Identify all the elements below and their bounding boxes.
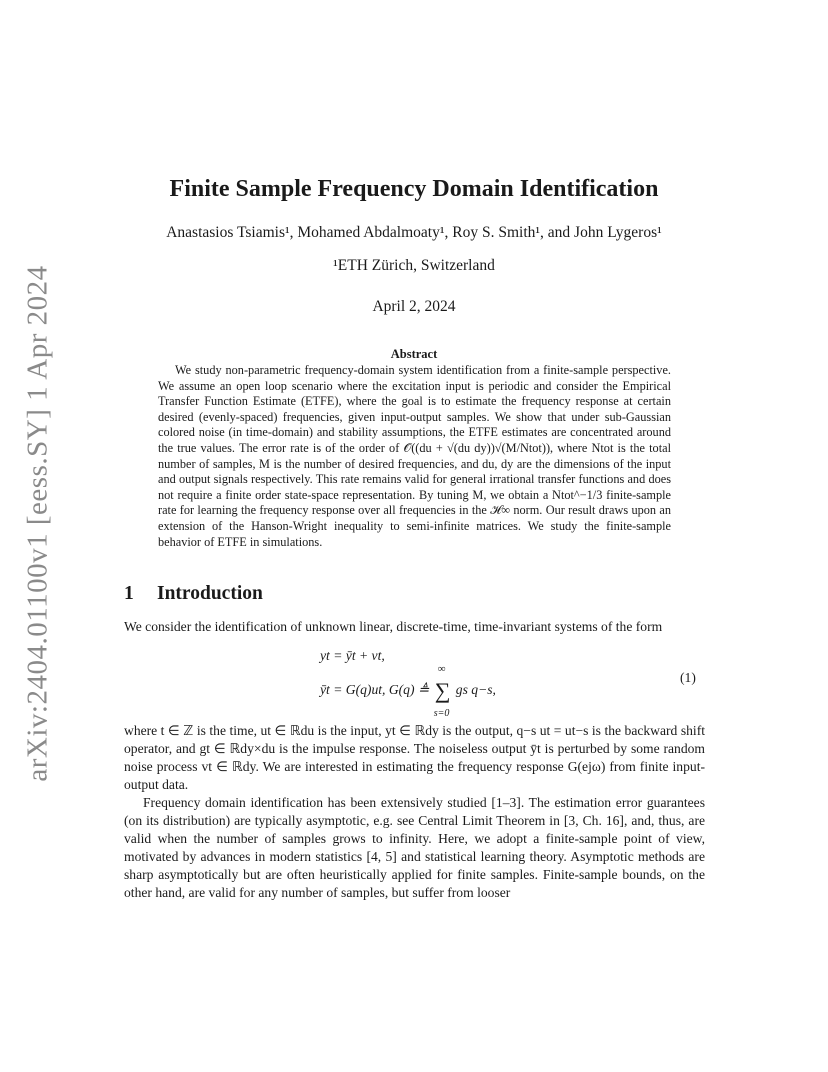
section-title: Introduction [157, 583, 263, 604]
equation-line-2: ȳt = G(q)ut, G(q) ≜ ∑ ∞ s=0 gs q−s, [320, 663, 496, 719]
publication-date: April 2, 2024 [372, 298, 456, 315]
abstract-text: We study non-parametric frequency-domain system identification from a finite-sample perspective. We assume an open loop scenario where the excitation input is periodic and consider the Empirical Transfer Function Estimate (ETFE), where the goal is to estimate the frequency response at certain desired (evenly-spaced) frequencies, given input-output samples. We show that under sub-Gaussian colored noise (in time-domain) and stability assumptions, the ETFE estimates are concentrated around the true values. The error rate is of the order of 𝒪((du + √(du dy))√(M/Ntot)), where Ntot is the total number of samples, M is the number of desired frequencies, and du, dy are the dimensions of the input and output signals respectively. This rate remains valid for general irrational transfer functions and does not require a finite order state-space representation. By tuning M, we obtain a Ntot^−1/3 finite-sample rate for learning the frequency response over all frequencies in the ℋ∞ norm. Our result draws upon an extension of the Hanson-Wright inequality to semi-infinite matrices. We study the finite-sample behavior of ETFE in simulations. [158, 363, 671, 549]
arxiv-id-text: arXiv:2404.01100v1 [eess.SY] 1 Apr 2024 [21, 264, 54, 782]
paper-title: Finite Sample Frequency Domain Identification [169, 176, 659, 202]
abstract-heading: Abstract [390, 347, 438, 361]
equation-line-1: yt = ȳt + vt, [320, 648, 385, 663]
intro-paragraph-3: Frequency domain identification has been extensively studied [1–3]. The estimation error guarantees (on its distribution) are typically asymptotic, e.g. see Central Limit Theorem in [3, Ch. 16], and, thus, are valid when the number of samples grows to infinity. Here, we adopt a finite-sample point of view, motivated by advances in modern statistics [4, 5] and statistical learning theory. Asymptotic methods are sharp asymptotically but are often heuristically applied for finite samples. Finite-sample bounds, on the other hand, are valid for any number of samples, but suffer from looser [124, 795, 705, 900]
intro-paragraph-2: where t ∈ ℤ is the time, ut ∈ ℝdu is the input, yt ∈ ℝdy is the output, q−s ut = ut−s is the backward shift operator, and gt ∈ ℝdy×du is the impulse response. The noiseless output ȳt is perturbed by some random noise process vt ∈ ℝdy. We are interested in estimating the frequency response G(ejω) from finite input-output data. [124, 723, 705, 792]
section-heading [124, 583, 263, 605]
equation-number: (1) [680, 670, 696, 685]
section-number: 1 [124, 583, 134, 604]
intro-paragraph-1: We consider the identification of unknown linear, discrete-time, time-invariant systems of the form [124, 619, 663, 634]
summation-symbol: ∑ ∞ s=0 [433, 663, 451, 719]
abstract-body [158, 363, 671, 550]
affiliation: ¹ETH Zürich, Switzerland [333, 257, 495, 274]
author-list: Anastasios Tsiamis¹, Mohamed Abdalmoaty¹, Roy S. Smith¹, and John Lygeros¹ [166, 224, 662, 241]
